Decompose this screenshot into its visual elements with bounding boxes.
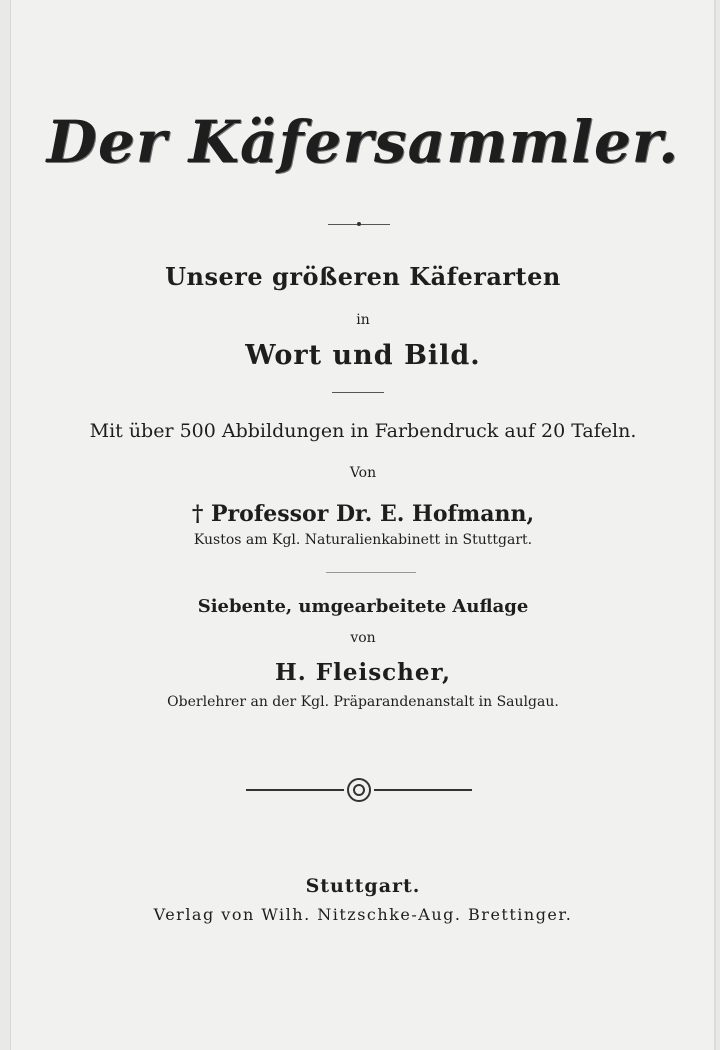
- ornament-bar-left: [246, 789, 344, 791]
- publication-city: Stuttgart.: [305, 875, 421, 897]
- editor-role: Oberlehrer an der Kgl. Präparandenanstalt in Saulgau.: [167, 694, 559, 710]
- author-role: Kustos am Kgl. Naturalienkabinett in Stuttgart.: [193, 532, 533, 548]
- ornament-divider: [246, 778, 472, 802]
- author-divider: [326, 572, 416, 573]
- editor-name: H. Fleischer,: [275, 659, 451, 686]
- title-page: [10, 0, 716, 1050]
- subtitle-divider: [332, 392, 384, 393]
- by-label-editor: von: [350, 630, 376, 646]
- book-title: Der Käfersammler.: [46, 108, 680, 176]
- by-label: Von: [349, 465, 377, 481]
- ornament-ring-inner-icon: [353, 784, 365, 796]
- publisher-line: Verlag von Wilh. Nitzschke-Aug. Brettinger.: [153, 905, 573, 924]
- illustrations-note: Mit über 500 Abbildungen in Farbendruck auf 20 Tafeln.: [89, 420, 637, 442]
- book-subtitle: Unsere größeren Käferarten: [165, 262, 561, 291]
- ornament-bar-right: [374, 789, 472, 791]
- edition-note: Siebente, umgearbeitete Auflage: [197, 596, 529, 617]
- author-name: † Professor Dr. E. Hofmann,: [191, 501, 535, 527]
- book-subtitle-2: Wort und Bild.: [245, 340, 481, 371]
- connector-word: in: [356, 312, 370, 328]
- title-divider-dot: [357, 222, 361, 226]
